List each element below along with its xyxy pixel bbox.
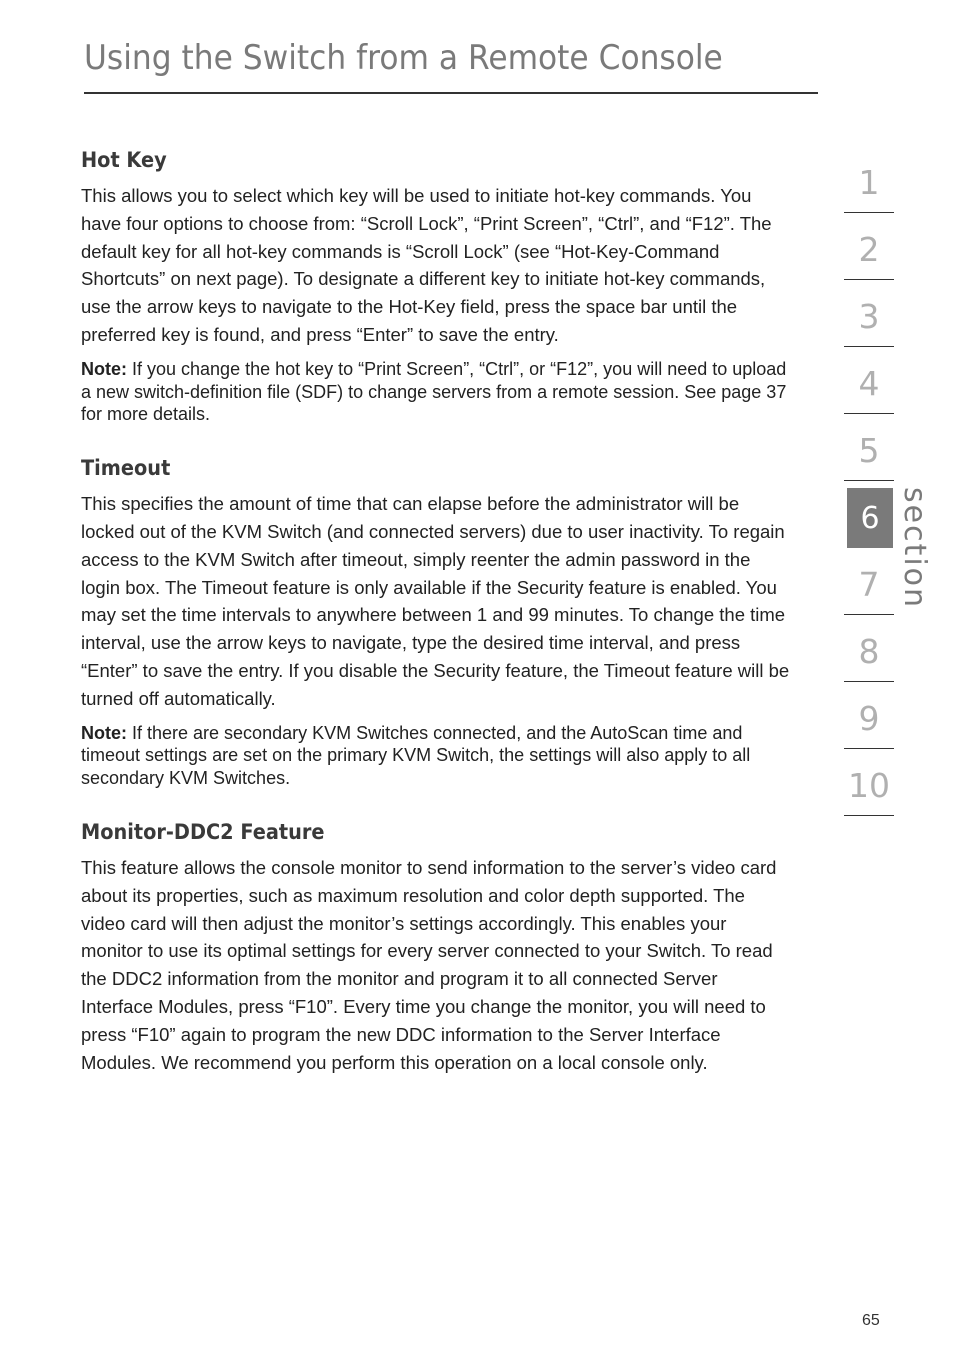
- section-tab-1[interactable]: 1: [844, 150, 894, 213]
- heading-monitor-ddc2: Monitor-DDC2 Feature: [81, 819, 325, 844]
- note-label: Note:: [81, 358, 127, 379]
- section-tab-8[interactable]: 8: [844, 615, 894, 682]
- heading-hot-key: Hot Key: [81, 148, 167, 172]
- note-hot-key: [81, 358, 793, 426]
- section-tab-9[interactable]: 9: [844, 682, 894, 749]
- section-hot-key: [81, 148, 793, 426]
- paragraph-monitor-ddc2: This feature allows the console monitor to send information to the server’s video card about its properties, such as maximum resolution and color depth supported. The video card will then adjust the monitor’s settings accordingly. This enables your monitor to use its optimal settings for every server connected to your Switch. To read the DDC2 information from the monitor and program it to all connected Server Interface Modules, press “F10”. Every time you change the monitor, you will need to press “F10” again to program the new DDC information to the Server Interface Modules. We recommend you perform this operation on a local console only.: [81, 856, 777, 1073]
- main-content: [81, 148, 793, 1106]
- section-tab-5[interactable]: 5: [844, 414, 894, 481]
- section-tab-3[interactable]: 3: [844, 280, 894, 347]
- section-tab-4[interactable]: 4: [844, 347, 894, 414]
- note-text: If you change the hot key to “Print Screen”, “Ctrl”, or “F12”, you will need to upload a new switch-definition file (SDF) to change servers from a remote session. See page 37 for more details.: [81, 358, 787, 425]
- section-tabs: [844, 150, 894, 816]
- section-tab-10[interactable]: 10: [844, 749, 894, 816]
- section-label: section: [897, 487, 932, 610]
- paragraph-hot-key: This allows you to select which key will be used to initiate hot-key commands. You have four options to choose from: “Scroll Lock”, “Print Screen”, “Ctrl”, and “F12”. The default key for all hot-key commands is “Scroll Lock” (see “Hot-Key-Command Shortcuts” on next page). To designate a different key to initiate hot-key commands, use the arrow keys to navigate to the Hot-Key field, press the space bar until the preferred key is found, and press “Enter” to save the entry.: [81, 185, 772, 345]
- section-monitor-ddc2: [81, 820, 793, 1076]
- section-tab-2[interactable]: 2: [844, 213, 894, 280]
- title-divider: [84, 92, 818, 94]
- note-timeout: [81, 722, 793, 790]
- section-timeout: [81, 456, 793, 790]
- section-tab-7[interactable]: 7: [844, 548, 894, 615]
- page-title: Using the Switch from a Remote Console: [84, 38, 723, 78]
- section-tab-6-active[interactable]: 6: [847, 488, 893, 548]
- note-label: Note:: [81, 722, 127, 743]
- page-number: 65: [862, 1312, 880, 1329]
- heading-timeout: Timeout: [81, 456, 171, 481]
- paragraph-timeout: This specifies the amount of time that can elapse before the administrator will be locked out of the KVM Switch (and connected servers) due to user inactivity. To regain access to the KVM Switch after timeout, simply reenter the admin password in the login box. The Timeout feature is only available if the Security feature is enabled. You may set the time intervals to anywhere between 1 and 99 minutes. To change the time interval, use the arrow keys to navigate, type the desired time interval, and press “Enter” to save the entry. If you disable the Security feature, the Timeout feature will be turned off automatically.: [81, 493, 790, 709]
- note-text: If there are secondary KVM Switches connected, and the AutoScan time and timeout settings are set on the primary KVM Switch, the settings will also apply to all secondary KVM Switches.: [81, 722, 751, 789]
